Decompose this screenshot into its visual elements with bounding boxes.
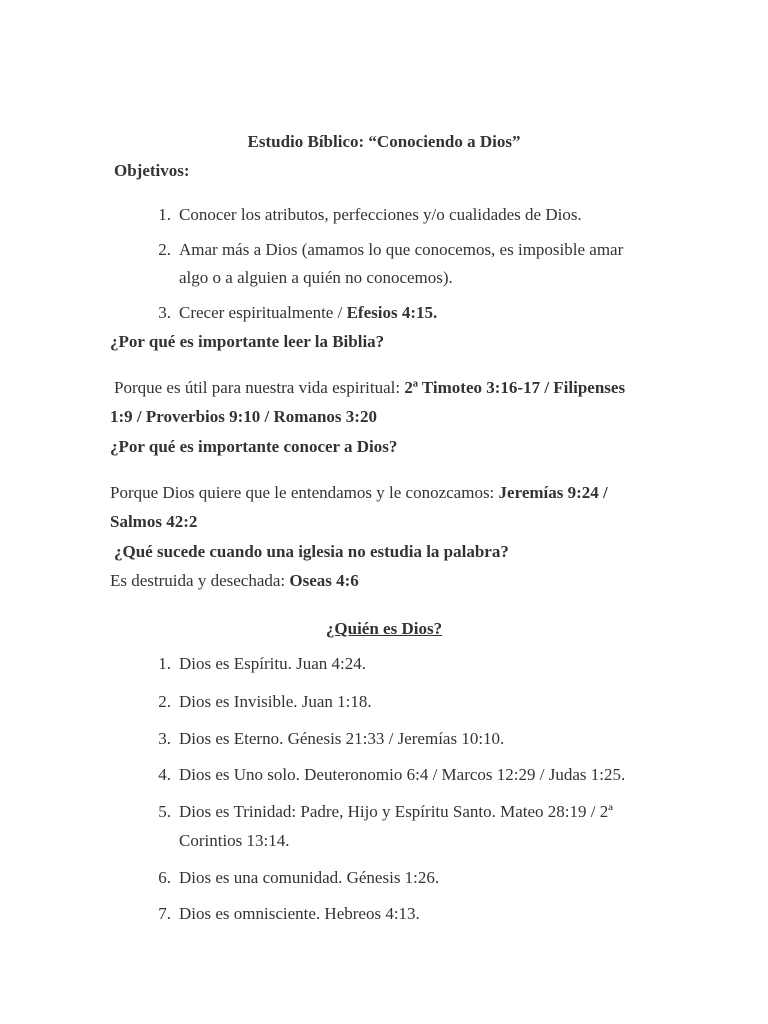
bible-reference: Oseas 4:6 bbox=[289, 571, 359, 590]
answer-text: Porque es útil para nuestra vida espiritual: bbox=[114, 378, 405, 397]
list-text: Dios es Espíritu. Juan 4:24. bbox=[179, 654, 366, 673]
list-text: Dios es una comunidad. Génesis 1:26. bbox=[179, 868, 440, 887]
list-text bbox=[179, 302, 437, 324]
list-text: Dios es Trinidad: Padre, Hijo y Espíritu Santo. Mateo 28:19 / 2ª bbox=[179, 802, 613, 821]
bible-reference: Efesios 4:15. bbox=[346, 303, 438, 322]
bible-reference: Jeremías 9:24 / bbox=[498, 483, 608, 502]
list-text: Amar más a Dios (amamos lo que conocemos, es imposible amar bbox=[179, 240, 624, 259]
list-number: 5. bbox=[158, 802, 171, 821]
bible-reference: 1:9 / Proverbios 9:10 / Romanos 3:20 bbox=[110, 407, 377, 426]
list-number: 1. bbox=[158, 654, 171, 673]
list-number: 4. bbox=[158, 765, 171, 784]
list-text: Dios es Uno solo. Deuteronomio 6:4 / Marcos 12:29 / Judas 1:25. bbox=[179, 765, 626, 784]
answer-text: Porque Dios quiere que le entendamos y le conozcamos: bbox=[110, 483, 499, 502]
bible-reference: 2ª Timoteo 3:16-17 / Filipenses bbox=[404, 378, 626, 397]
list-text: Dios es Invisible. Juan 1:18. bbox=[179, 692, 372, 711]
list-number: 3. bbox=[158, 303, 171, 322]
list-number: 1. bbox=[158, 205, 171, 224]
bible-reference: Salmos 42:2 bbox=[110, 512, 198, 531]
answer-text: Es destruida y desechada: bbox=[110, 571, 290, 590]
answer-paragraph bbox=[110, 482, 608, 504]
list-number: 6. bbox=[158, 868, 171, 887]
list-number: 2. bbox=[158, 692, 171, 711]
question-heading: ¿Por qué es importante conocer a Dios? bbox=[110, 437, 398, 456]
answer-paragraph bbox=[110, 570, 359, 592]
list-text: Corintios 13:14. bbox=[179, 831, 290, 850]
list-text-plain: Crecer espiritualmente / bbox=[179, 303, 347, 322]
list-text: Conocer los atributos, perfecciones y/o cualidades de Dios. bbox=[179, 205, 582, 224]
section-heading: ¿Quién es Dios? bbox=[325, 619, 443, 638]
list-text: Dios es Eterno. Génesis 21:33 / Jeremías 10:10. bbox=[179, 729, 505, 748]
list-text: Dios es omnisciente. Hebreos 4:13. bbox=[179, 904, 420, 923]
document-title: Estudio Bíblico: “Conociendo a Dios” bbox=[247, 132, 521, 151]
question-heading: ¿Qué sucede cuando una iglesia no estudia la palabra? bbox=[114, 542, 509, 561]
list-number: 3. bbox=[158, 729, 171, 748]
answer-paragraph bbox=[114, 377, 625, 399]
list-number: 7. bbox=[158, 904, 171, 923]
list-number: 2. bbox=[158, 240, 171, 259]
objectives-heading: Objetivos: bbox=[114, 161, 190, 180]
list-text: algo o a alguien a quién no conocemos). bbox=[179, 268, 453, 287]
question-heading: ¿Por qué es importante leer la Biblia? bbox=[110, 332, 385, 351]
